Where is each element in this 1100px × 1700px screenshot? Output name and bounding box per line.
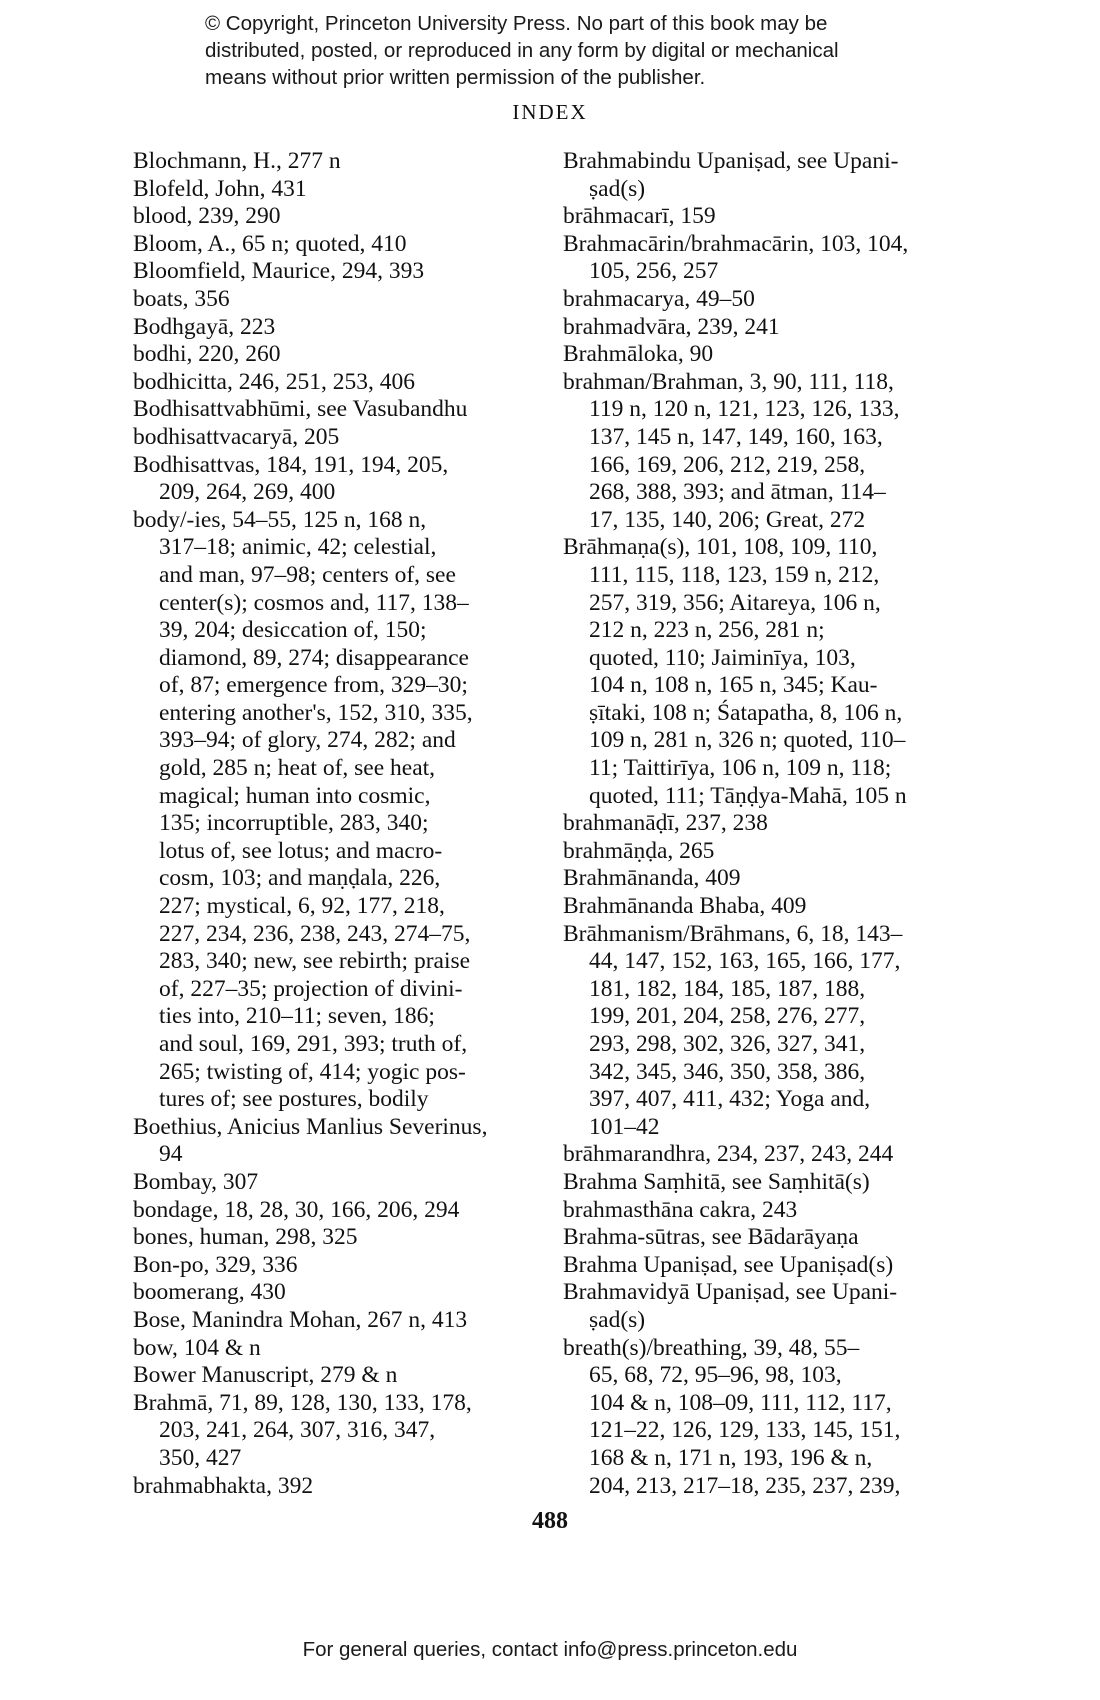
index-entry [133,1252,553,1280]
index-entry [563,286,973,314]
index-entry-line: and soul, 169, 291, 393; truth of, [159,1031,468,1057]
index-entry [133,203,553,231]
index-entry [133,231,553,259]
index-entry-line: 283, 340; new, see rebirth; praise [159,948,471,975]
index-entry [563,203,973,231]
index-entry-line: bodhi, 220, 260 [133,341,281,368]
index-entry [133,1473,553,1501]
index-entry-line: brahmasthāna cakra, 243 [563,1196,798,1223]
index-entry-line: and man, 97–98; centers of, see [159,561,456,588]
index-entry [133,507,553,1114]
index-entry [563,1141,973,1169]
footer-contact: For general queries, contact info@press.princeton.edu [302,1638,798,1661]
index-entry-line: Bose, Manindra Mohan, 267 n, 413 [133,1306,468,1333]
index-entry-line: Blochmann, H., 277 n [133,148,341,174]
index-entry-line: brāhmacarī, 159 [563,203,716,230]
index-entry [133,1279,553,1307]
index-entry-line: bondage, 18, 28, 30, 166, 206, 294 [133,1196,460,1223]
index-entry [133,1169,553,1197]
index-entry-line: Brahmānanda, 409 [563,865,741,892]
index-entry [133,258,553,286]
index-entry-line: of, 87; emergence from, 329–30; [159,672,468,699]
index-entry-line: 94 [159,1141,183,1168]
index-column-left [133,148,553,1500]
index-entry-line: Brahmabindu Upaniṣad, see Upani- [563,148,899,174]
index-entry-line: Bombay, 307 [133,1168,259,1195]
index-entry-line: brahmacarya, 49–50 [563,285,755,312]
index-entry-line: Bower Manuscript, 279 & n [133,1362,398,1389]
index-entry [563,148,973,203]
copyright-line: distributed, posted, or reproduced in any form by digital or mechanical [205,39,839,62]
index-entry-line: 317–18; animic, 42; celestial, [159,534,437,561]
index-entry-line: 204, 213, 217–18, 235, 237, 239, [589,1472,901,1499]
index-entry [133,396,553,424]
index-entry-line: center(s); cosmos and, 117, 138– [159,589,469,616]
index-entry [563,810,973,838]
index-entry [133,452,553,507]
index-entry-line: 257, 319, 356; Aitareya, 106 n, [589,589,881,616]
index-entry-line: body/-ies, 54–55, 125 n, 168 n, [133,506,427,533]
index-entry-line: 293, 298, 302, 326, 327, 341, [589,1031,866,1057]
index-entry-line: tures of; see postures, bodily [159,1086,429,1113]
index-entry [563,1197,973,1225]
index-entry [563,1335,973,1501]
index-entry [563,1279,973,1334]
index-entry [563,838,973,866]
index-entry-line: magical; human into cosmic, [159,782,431,809]
index-entry [133,369,553,397]
index-entry [563,1224,973,1252]
index-entry-line: 168 & n, 171 n, 193, 196 & n, [589,1444,873,1471]
index-entry-line: 17, 135, 140, 206; Great, 272 [589,506,866,533]
index-entry-line: 135; incorruptible, 283, 340; [159,810,429,837]
index-entry [133,1335,553,1363]
index-entry-line: brahmadvāra, 239, 241 [563,313,780,340]
index-entry-line: 393–94; of glory, 274, 282; and [159,727,456,754]
index-entry [563,341,973,369]
index-entry-line: ties into, 210–11; seven, 186; [159,1003,435,1030]
index-entry-line: 105, 256, 257 [589,258,719,285]
index-entry [133,341,553,369]
index-entry [133,286,553,314]
index-entry-line: ṣad(s) [589,1306,646,1333]
index-entry [133,1197,553,1225]
index-entry-line: 209, 264, 269, 400 [159,479,336,506]
index-entry-line: Bodhisattvabhūmi, see Vasubandhu [133,396,468,423]
index-entry-line: brahmanāḍī, 237, 238 [563,810,768,837]
index-entry [133,1114,553,1169]
index-entry-line: 227; mystical, 6, 92, 177, 218, [159,893,445,920]
index-entry-line: 268, 388, 393; and ātman, 114– [589,479,886,506]
index-entry [133,1224,553,1252]
index-entry-line: Bloomfield, Maurice, 294, 393 [133,258,425,285]
index-entry-line: 203, 241, 264, 307, 316, 347, [159,1417,436,1444]
index-entry-line: Bon-po, 329, 336 [133,1251,298,1278]
index-entry-line: brahmāṇḍa, 265 [563,837,715,864]
index-entry-line: 199, 201, 204, 258, 276, 277, [589,1003,866,1030]
index-entry-line: bones, human, 298, 325 [133,1224,358,1251]
index-entry [563,921,973,1142]
index-entry [563,1169,973,1197]
index-entry [133,424,553,452]
index-entry [563,369,973,535]
index-entry [563,534,973,810]
index-entry-line: Bodhgayā, 223 [133,313,276,340]
index-entry [133,314,553,342]
copyright-notice [205,10,965,91]
index-column-right [563,148,973,1500]
index-entry [563,314,973,342]
index-entry [133,1390,553,1473]
index-entry-line: 44, 147, 152, 163, 165, 166, 177, [589,948,901,975]
index-entry [133,1307,553,1335]
index-entry-line: 265; twisting of, 414; yogic pos- [159,1058,466,1085]
index-entry-line: 181, 182, 184, 185, 187, 188, [589,975,866,1002]
index-entry-line: Bloom, A., 65 n; quoted, 410 [133,230,407,257]
index-entry-line: 101–42 [589,1113,660,1140]
index-entry-line: ṣītaki, 108 n; Śatapatha, 8, 106 n, [589,699,903,726]
index-entry-line: 212 n, 223 n, 256, 281 n; [589,617,825,644]
index-entry [133,176,553,204]
index-entry-line: brāhmarandhra, 234, 237, 243, 244 [563,1141,894,1168]
page-number: 488 [532,1508,568,1534]
index-entry-line: Brahmāloka, 90 [563,341,714,368]
index-entry [133,148,553,176]
index-entry-line: 11; Taittirīya, 106 n, 109 n, 118; [589,755,892,782]
index-entry-line: breath(s)/breathing, 39, 48, 55– [563,1334,860,1361]
index-entry-line: 111, 115, 118, 123, 159 n, 212, [589,561,880,588]
index-entry [563,865,973,893]
index-entry-line: quoted, 111; Tāṇḍya-Mahā, 105 n [589,782,907,809]
index-entry-line: boomerang, 430 [133,1279,286,1306]
index-entry [563,1252,973,1280]
index-entry-line: entering another's, 152, 310, 335, [159,699,473,726]
index-entry-line: Brahmacārin/brahmacārin, 103, 104, [563,230,909,257]
index-entry-line: 350, 427 [159,1444,242,1471]
index-entry-line: Brahmānanda Bhaba, 409 [563,893,807,920]
index-entry [563,893,973,921]
index-entry-line: Boethius, Anicius Manlius Severinus, [133,1113,488,1140]
index-entry-line: 227, 234, 236, 238, 243, 274–75, [159,920,471,947]
index-entry-line: Brahma Saṃhitā, see Saṃhitā(s) [563,1168,870,1195]
index-entry-line: 109 n, 281 n, 326 n; quoted, 110– [589,727,906,754]
index-entry-line: brahman/Brahman, 3, 90, 111, 118, [563,368,894,395]
index-entry-line: lotus of, see lotus; and macro- [159,837,443,864]
copyright-line: © Copyright, Princeton University Press. No part of this book may be [205,12,828,35]
index-entry [563,231,973,286]
index-entry-line: 342, 345, 346, 350, 358, 386, [589,1058,866,1085]
index-entry-line: 65, 68, 72, 95–96, 98, 103, [589,1362,842,1389]
index-entry-line: gold, 285 n; heat of, see heat, [159,755,436,782]
index-entry-line: 119 n, 120 n, 121, 123, 126, 133, [589,396,900,423]
index-entry-line: Bodhisattvas, 184, 191, 194, 205, [133,451,449,478]
index-entry-line: of, 227–35; projection of divini- [159,975,463,1002]
index-entry-line: boats, 356 [133,285,230,312]
index-entry-line: cosm, 103; and maṇḍala, 226, [159,865,441,892]
index-entry-line: 166, 169, 206, 212, 219, 258, [589,451,866,478]
index-entry-line: 39, 204; desiccation of, 150; [159,617,427,644]
index-entry-line: diamond, 89, 274; disappearance [159,644,469,671]
index-entry-line: bodhisattvacaryā, 205 [133,423,340,450]
index-entry-line: ṣad(s) [589,175,646,202]
index-entry-line: Brāhmaṇa(s), 101, 108, 109, 110, [563,534,878,561]
index-entry-line: bodhicitta, 246, 251, 253, 406 [133,368,415,395]
copyright-line: means without prior written permission of the publisher. [205,66,706,89]
index-entry-line: 121–22, 126, 129, 133, 145, 151, [589,1417,901,1444]
index-entry-line: blood, 239, 290 [133,203,281,230]
index-entry-line: bow, 104 & n [133,1334,261,1361]
index-entry-line: 104 n, 108 n, 165 n, 345; Kau- [589,672,878,699]
index-entry-line: Brahma-sūtras, see Bādarāyaṇa [563,1224,859,1251]
index-entry-line: quoted, 110; Jaiminīya, 103, [589,644,856,671]
index-entry-line: Brahma Upaniṣad, see Upaniṣad(s) [563,1251,894,1278]
index-entry-line: 397, 407, 411, 432; Yoga and, [589,1086,871,1113]
index-entry-line: Blofeld, John, 431 [133,175,307,202]
index-entry-line: 104 & n, 108–09, 111, 112, 117, [589,1389,892,1416]
page-title: INDEX [512,100,588,124]
index-entry-line: brahmabhakta, 392 [133,1472,314,1499]
index-entry-line: Brahmavidyā Upaniṣad, see Upani- [563,1279,898,1306]
index-entry-line: Brahmā, 71, 89, 128, 130, 133, 178, [133,1389,472,1416]
index-entry [133,1362,553,1390]
index-entry-line: Brāhmanism/Brāhmans, 6, 18, 143– [563,920,903,947]
index-entry-line: 137, 145 n, 147, 149, 160, 163, [589,423,883,450]
